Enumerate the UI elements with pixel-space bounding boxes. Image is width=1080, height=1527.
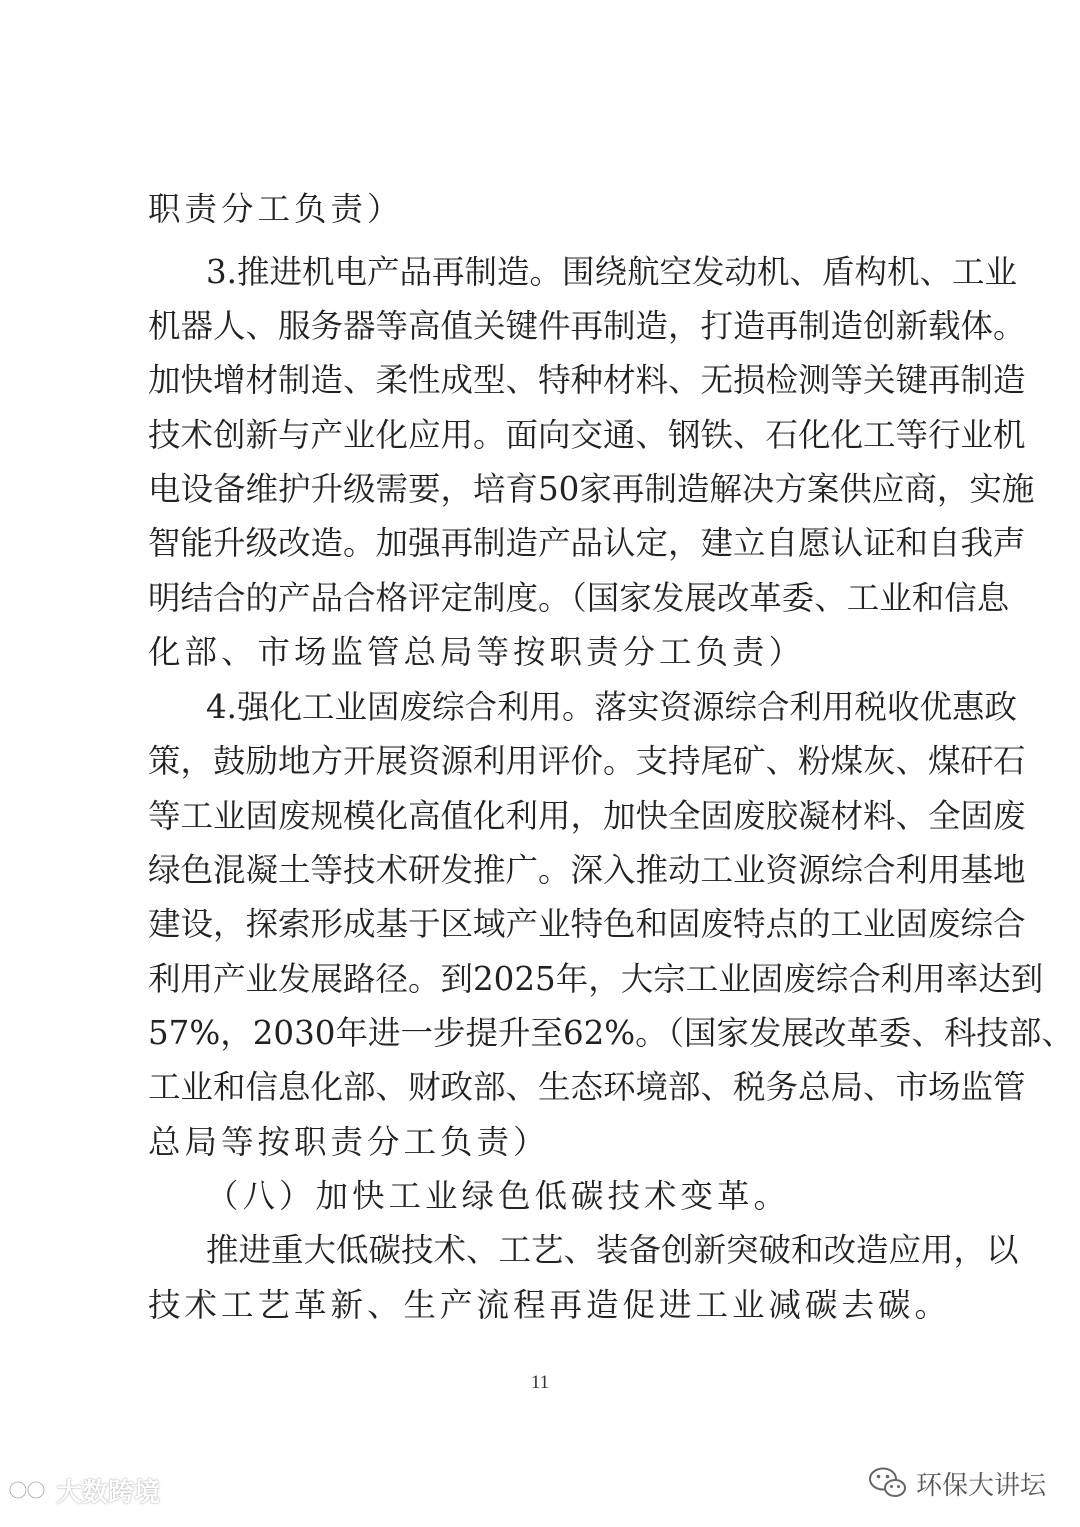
text-line: 57%，2030年进一步提升至62%。（国家发展改革委、科技部、 bbox=[148, 1014, 1074, 1052]
logo-icon bbox=[8, 1475, 50, 1505]
text-line: 化部、市场监管总局等按职责分工负责） bbox=[148, 633, 806, 671]
text-line: 工业和信息化部、财政部、生态环境部、税务总局、市场监管 bbox=[148, 1068, 1026, 1106]
text-line: 技术工艺革新、生产流程再造促进工业减碳去碳。 bbox=[148, 1286, 952, 1324]
text-line: 机器人、服务器等高值关键件再制造，打造再制造创新载体。 bbox=[148, 307, 1026, 345]
watermark-left-text: 大数跨境 bbox=[56, 1477, 161, 1508]
wechat-icon bbox=[868, 1466, 908, 1500]
text-line: 智能升级改造。加强再制造产品认定，建立自愿认证和自我声 bbox=[148, 524, 1026, 562]
text-line: 职责分工负责） bbox=[148, 190, 404, 228]
watermark-right-text: 环保大讲坛 bbox=[916, 1470, 1047, 1501]
text-line: 等工业固废规模化高值化利用，加快全固废胶凝材料、全固废 bbox=[148, 797, 1026, 835]
section-heading: （八）加快工业绿色低碳技术变革。 bbox=[206, 1177, 791, 1215]
text-line: 电设备维护升级需要，培育50家再制造解决方案供应商，实施 bbox=[148, 470, 1035, 508]
text-line: 3.推进机电产品再制造。围绕航空发动机、盾构机、工业 bbox=[206, 253, 1018, 291]
text-line: 绿色混凝土等技术研发推广。深入推动工业资源综合利用基地 bbox=[148, 851, 1026, 889]
text-line: 明结合的产品合格评定制度。（国家发展改革委、工业和信息 bbox=[148, 579, 1010, 617]
text-line: 策，鼓励地方开展资源利用评价。支持尾矿、粉煤灰、煤矸石 bbox=[148, 742, 1026, 780]
watermark-right bbox=[868, 1461, 1046, 1505]
text-line: 4.强化工业固废综合利用。落实资源综合利用税收优惠政 bbox=[206, 688, 1018, 726]
text-line: 利用产业发展路径。到2025年，大宗工业固废综合利用率达到 bbox=[148, 960, 1044, 998]
text-line: 推进重大低碳技术、工艺、装备创新突破和改造应用，以 bbox=[206, 1231, 1019, 1269]
page-number: 11 bbox=[530, 1372, 550, 1393]
text-line: 加快增材制造、柔性成型、特种材料、无损检测等关键再制造 bbox=[148, 361, 1026, 399]
text-line: 技术创新与产业化应用。面向交通、钢铁、石化化工等行业机 bbox=[148, 416, 1026, 454]
text-line: 建设，探索形成基于区域产业特色和固废特点的工业固废综合 bbox=[148, 905, 1026, 943]
watermark-left bbox=[8, 1470, 160, 1510]
text-line: 总局等按职责分工负责） bbox=[148, 1123, 550, 1161]
